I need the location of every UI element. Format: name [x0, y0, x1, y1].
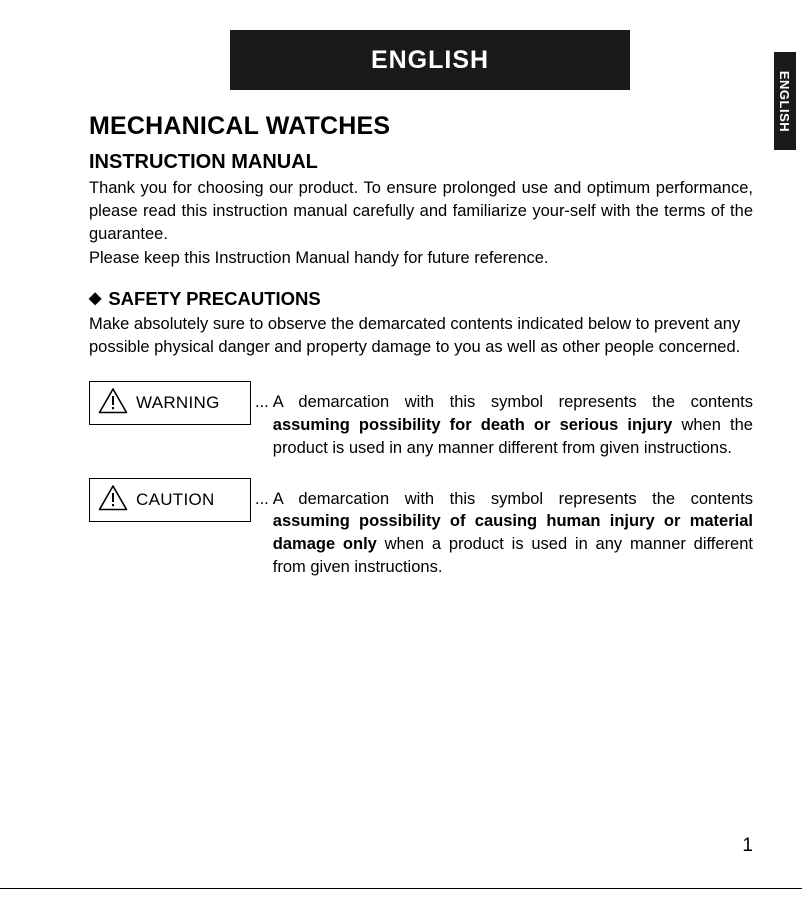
demarcation-warning [89, 381, 753, 459]
diamond-bullet-icon: ◆ [89, 290, 102, 308]
caution-text-after: when a product is used in any manner different from given instructions. [272, 535, 753, 576]
language-banner [230, 30, 630, 90]
page-number: 1 [742, 835, 753, 856]
warning-text-after: when the product is used in any manner different from given instructions. [272, 416, 753, 457]
demarcation-caution [89, 478, 753, 579]
side-language-tab-label: ENGLISH [777, 70, 793, 132]
document-content [89, 112, 753, 579]
safety-precautions-paragraph: Make absolutely sure to observe the demarcated contents indicated below to prevent any possible physical danger and property damage to you as well as other people concerned. [89, 315, 741, 357]
warning-triangle-icon [98, 484, 128, 516]
page-title: MECHANICAL WATCHES [89, 112, 391, 140]
safety-precautions-heading [89, 288, 753, 310]
side-language-tab [774, 52, 796, 150]
safety-precautions-label: SAFETY PRECAUTIONS [108, 288, 321, 310]
section-subtitle: INSTRUCTION MANUAL [89, 151, 318, 173]
warning-triangle-icon [98, 387, 128, 419]
caution-text-before: A demarcation with this symbol represents the contents [272, 489, 753, 508]
warning-box [89, 381, 251, 425]
intro-paragraph: Thank you for choosing our product. To ensure prolonged use and optimum performance, please read this instruction manual carefully and familiarize your-self with the terms of the guarantee. [89, 179, 753, 243]
keep-manual-paragraph: Please keep this Instruction Manual handy for future reference. [89, 249, 549, 268]
language-banner-label: ENGLISH [370, 45, 490, 74]
warning-dots: ... [255, 393, 269, 412]
caution-description [273, 488, 753, 579]
caution-dots: ... [255, 489, 269, 508]
bottom-divider [0, 888, 802, 890]
caution-label: CAUTION [136, 489, 215, 509]
warning-description [273, 391, 753, 459]
caution-box [89, 478, 251, 522]
warning-text-bold: assuming possibility for death or serious injury [272, 416, 673, 435]
caution-text-bold: assuming possibility of causing human injury or material damage only [272, 512, 753, 554]
warning-text-before: A demarcation with this symbol represents the contents [272, 393, 753, 412]
warning-label: WARNING [136, 393, 220, 413]
